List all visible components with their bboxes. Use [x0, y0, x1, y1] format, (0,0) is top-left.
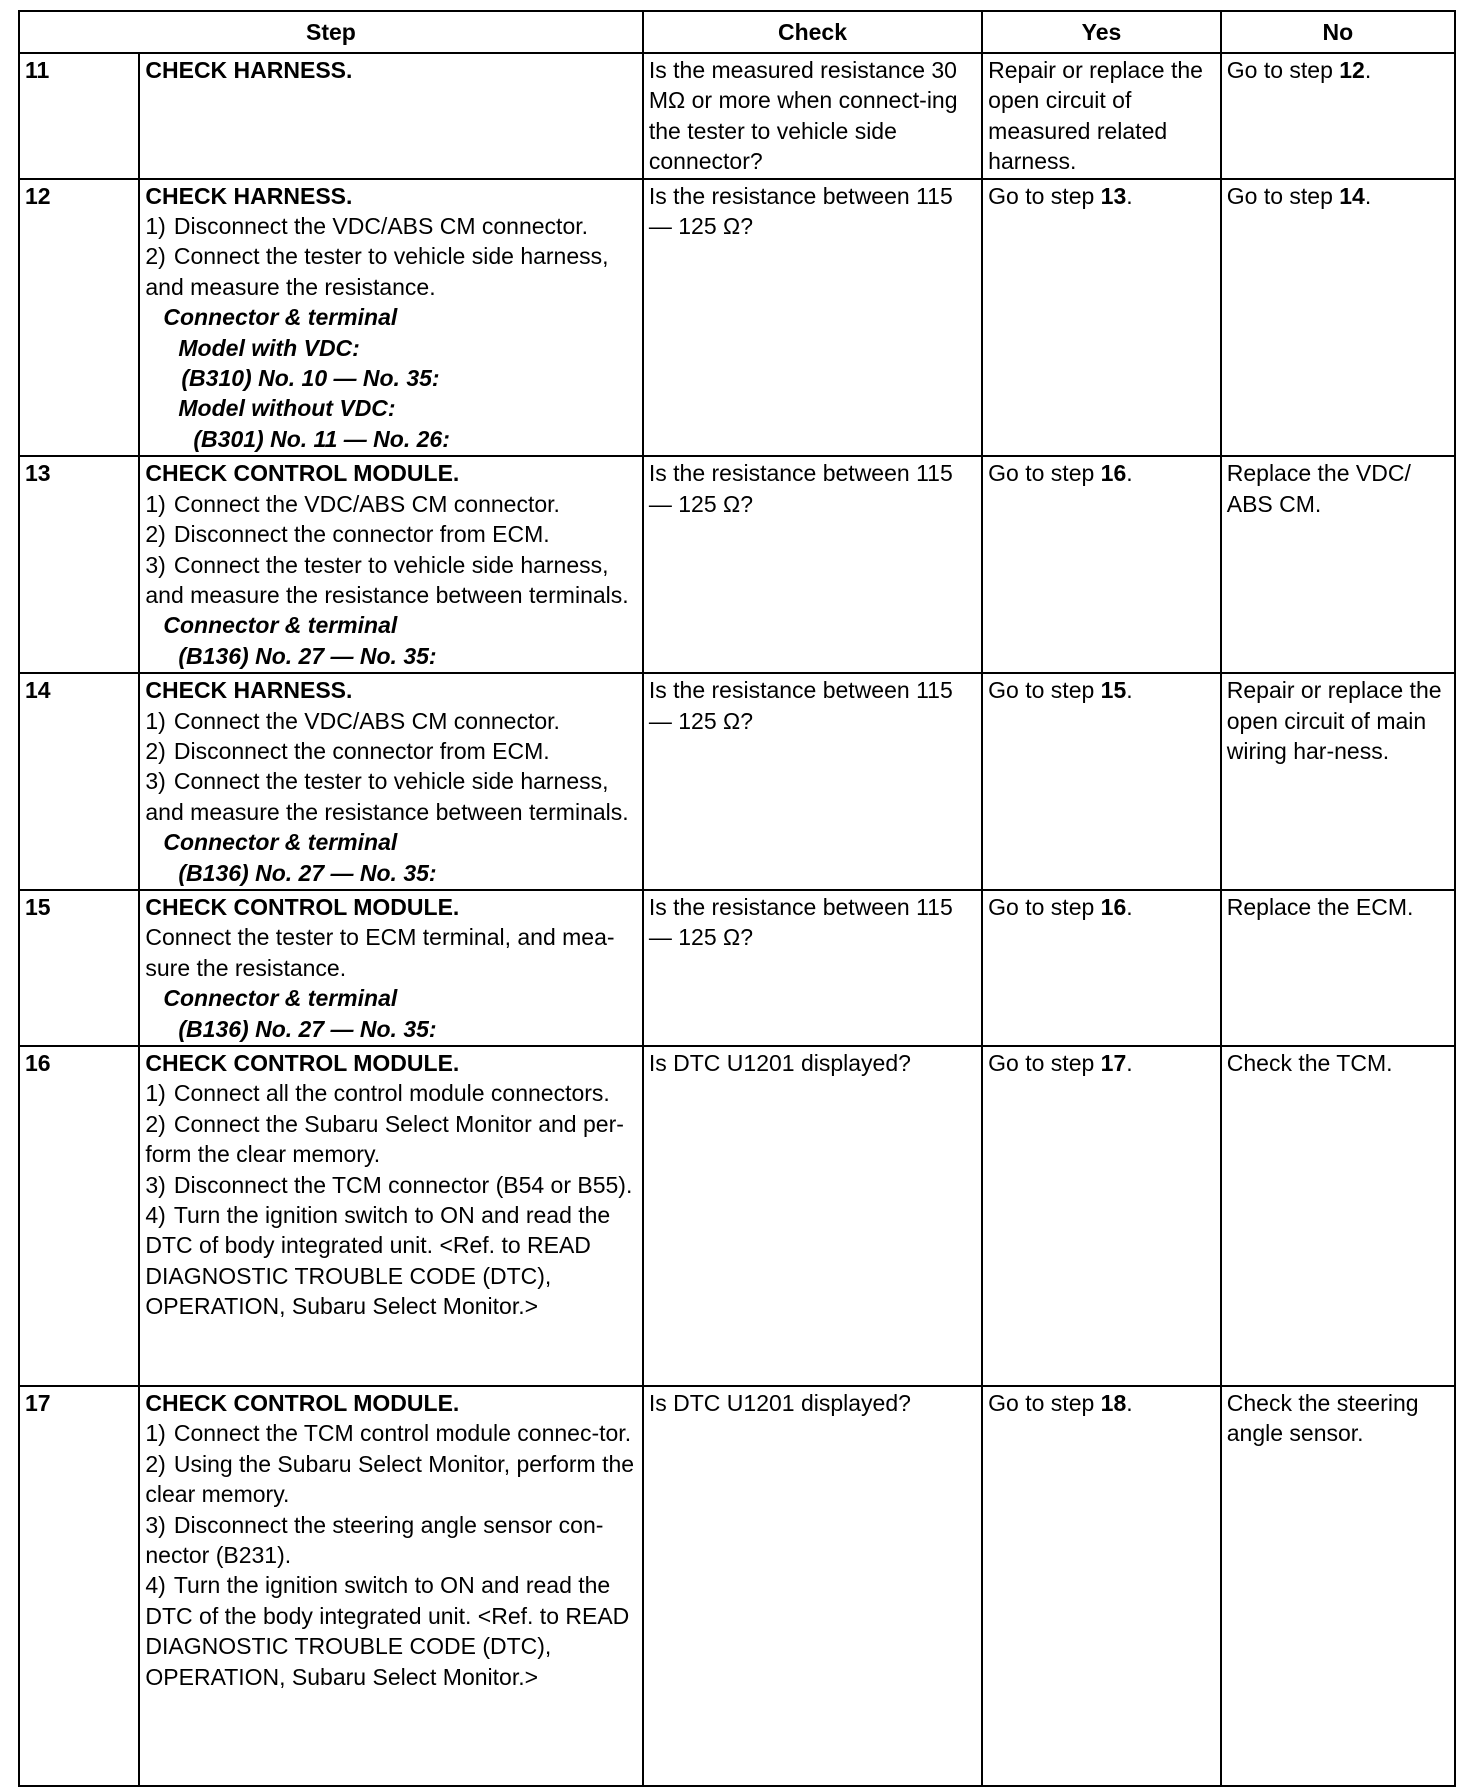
check-cell: Is DTC U1201 displayed? — [643, 1386, 982, 1786]
yes-step-ref: 16 — [1100, 893, 1127, 920]
terminal-spec: (B136) No. 27 — No. 35: — [178, 859, 437, 886]
step-number: 14 — [19, 673, 139, 890]
header-row — [19, 11, 1455, 53]
no-cell: Check the steering angle sensor. — [1221, 1386, 1455, 1786]
connector-terminal-label: Connector & terminal — [163, 829, 398, 856]
header-no: No — [1221, 11, 1455, 53]
substep-number: 3) — [145, 1171, 166, 1198]
step-description — [139, 673, 642, 890]
substep-number: 3) — [145, 768, 166, 795]
substep — [145, 489, 636, 519]
substep-number: 4) — [145, 1572, 166, 1599]
substep-text: Connect the Subaru Select Monitor and per-form the clear memory. — [145, 1110, 624, 1168]
step-description — [139, 1046, 642, 1386]
substep — [145, 766, 636, 827]
substep-text: Disconnect the steering angle sensor con-nector (B231). — [145, 1511, 604, 1569]
step-title: CHECK HARNESS. — [145, 182, 353, 209]
substep-number: 2) — [145, 1110, 166, 1137]
substep-text: Disconnect the connector from ECM. — [173, 521, 550, 548]
yes-punct: . — [1126, 1050, 1133, 1076]
connector-terminal-label: Connector & terminal — [163, 612, 398, 639]
terminal-spec: (B310) No. 10 — No. 35: — [181, 365, 440, 392]
table-row — [19, 673, 1455, 890]
substep-text: Connect the tester to vehicle side harness, and measure the resistance. — [145, 243, 609, 300]
step-number: 13 — [19, 456, 139, 673]
substep — [145, 1570, 636, 1692]
step-title: CHECK CONTROL MODULE. — [145, 893, 460, 920]
step-number: 15 — [19, 890, 139, 1046]
no-punct: . — [1364, 182, 1372, 209]
substep — [145, 1078, 636, 1108]
substep-text: Connect the tester to vehicle side harness, and measure the resistance between terminals. — [145, 768, 629, 825]
yes-step-ref: 18 — [1100, 1390, 1127, 1416]
yes-text: Go to step — [988, 893, 1101, 920]
step-description — [139, 179, 642, 457]
header-check: Check — [643, 11, 982, 53]
substep-number: 1) — [145, 707, 166, 734]
step-number: 17 — [19, 1386, 139, 1786]
terminal-spec: (B301) No. 11 — No. 26: — [193, 425, 450, 452]
substep-number: 2) — [145, 1450, 166, 1477]
yes-text: Go to step — [988, 1050, 1101, 1076]
check-cell: Is the resistance between 115 — 125 Ω? — [643, 673, 982, 890]
substep-number: 1) — [145, 1420, 166, 1447]
substep-number: 4) — [145, 1202, 166, 1229]
substep — [145, 1109, 636, 1170]
check-cell: Is DTC U1201 displayed? — [643, 1046, 982, 1386]
substep — [145, 706, 636, 736]
substep-number: 3) — [145, 551, 166, 578]
substep-text: Connect all the control module connectors. — [173, 1080, 610, 1107]
substep-text: Connect the VDC/ABS CM connector. — [173, 490, 560, 517]
step-number: 11 — [19, 53, 139, 179]
yes-cell — [982, 456, 1221, 673]
yes-cell — [982, 179, 1221, 457]
no-cell: Replace the VDC/ ABS CM. — [1221, 456, 1455, 673]
table-row — [19, 890, 1455, 1046]
yes-cell — [982, 1386, 1221, 1786]
step-title: CHECK CONTROL MODULE. — [145, 1390, 460, 1416]
substep-number: 1) — [145, 1080, 166, 1107]
yes-text: Go to step — [988, 460, 1101, 487]
check-cell: Is the resistance between 115 — 125 Ω? — [643, 456, 982, 673]
substep — [145, 550, 636, 611]
yes-text: Go to step — [988, 1390, 1101, 1416]
step-number: 16 — [19, 1046, 139, 1386]
step-description — [139, 53, 642, 179]
substep — [145, 1449, 636, 1510]
substep — [145, 1200, 636, 1322]
substep-number: 1) — [145, 490, 166, 517]
substep-text: Turn the ignition switch to ON and read the DTC of body integrated unit. <Ref. to READ DIAGNOSTIC TROUBLE CODE (DTC), OPERATION, Subaru Select Monitor.> — [145, 1202, 611, 1320]
yes-step-ref: 16 — [1100, 460, 1127, 487]
model-label: Model without VDC: — [178, 395, 396, 422]
yes-step-ref: 17 — [1100, 1050, 1127, 1076]
substep — [145, 241, 636, 302]
header-yes: Yes — [982, 11, 1221, 53]
step-title: CHECK CONTROL MODULE. — [145, 460, 460, 487]
substep — [145, 1510, 636, 1571]
no-cell — [1221, 179, 1455, 457]
substep-number: 3) — [145, 1511, 166, 1538]
step-description — [139, 456, 642, 673]
table-row — [19, 53, 1455, 179]
connector-terminal-label: Connector & terminal — [163, 985, 398, 1012]
no-punct: . — [1364, 57, 1372, 83]
yes-punct: . — [1126, 460, 1133, 487]
substep-text: Connect the tester to vehicle side harness, and measure the resistance between terminals. — [145, 551, 629, 608]
yes-punct: . — [1126, 1390, 1133, 1416]
step-title: CHECK HARNESS. — [145, 677, 353, 704]
substep — [145, 1418, 636, 1448]
check-cell: Is the resistance between 115 — 125 Ω? — [643, 890, 982, 1046]
no-step-ref: 12 — [1339, 57, 1365, 83]
yes-cell — [982, 890, 1221, 1046]
step-description — [139, 890, 642, 1046]
substep-text: Disconnect the VDC/ABS CM connector. — [173, 213, 589, 240]
no-cell: Repair or replace the open circuit of main wiring har-ness. — [1221, 673, 1455, 890]
table-row — [19, 1386, 1455, 1786]
diagnostic-table — [18, 10, 1456, 1787]
yes-punct: . — [1126, 677, 1133, 704]
no-text: Go to step — [1226, 57, 1340, 83]
yes-punct: . — [1126, 182, 1133, 209]
yes-punct: . — [1126, 893, 1133, 920]
table-row — [19, 1046, 1455, 1386]
substep-text: Disconnect the TCM connector (B54 or B55). — [173, 1171, 633, 1198]
substep-text: Using the Subaru Select Monitor, perform the clear memory. — [145, 1450, 635, 1508]
substep-text: Turn the ignition switch to ON and read the DTC of the body integrated unit. <Ref. to READ DIAGNOSTIC TROUBLE CODE (DTC), OPERATION, Subaru Select Monitor.> — [145, 1572, 630, 1690]
yes-text: Go to step — [988, 182, 1101, 209]
no-cell: Check the TCM. — [1221, 1046, 1455, 1386]
no-cell: Replace the ECM. — [1221, 890, 1455, 1046]
yes-text: Go to step — [988, 677, 1101, 704]
substep-text: Connect the VDC/ABS CM connector. — [173, 707, 560, 734]
yes-cell — [982, 1046, 1221, 1386]
substep — [145, 211, 636, 241]
terminal-spec: (B136) No. 27 — No. 35: — [178, 1015, 437, 1042]
no-cell — [1221, 53, 1455, 179]
substep-text: Disconnect the connector from ECM. — [173, 737, 550, 764]
substep — [145, 1170, 636, 1200]
step-number: 12 — [19, 179, 139, 457]
check-cell: Is the resistance between 115 — 125 Ω? — [643, 179, 982, 457]
connector-terminal-label: Connector & terminal — [163, 304, 398, 331]
header-step — [19, 11, 643, 53]
substep — [145, 519, 636, 549]
step-description — [139, 1386, 642, 1786]
substep — [145, 736, 636, 766]
yes-step-ref: 15 — [1100, 677, 1127, 704]
terminal-spec: (B136) No. 27 — No. 35: — [178, 642, 437, 669]
step-body: Connect the tester to ECM terminal, and mea-sure the resistance. — [145, 924, 615, 981]
yes-cell: Repair or replace the open circuit of measured related harness. — [982, 53, 1221, 179]
substep-number: 2) — [145, 521, 166, 548]
substep-number: 2) — [145, 243, 166, 270]
table-row — [19, 456, 1455, 673]
no-step-ref: 14 — [1339, 182, 1365, 209]
header-step-label: Step — [306, 18, 356, 45]
table-row — [19, 179, 1455, 457]
no-text: Go to step — [1226, 182, 1340, 209]
substep-text: Connect the TCM control module connec-tor. — [173, 1420, 632, 1447]
step-title: CHECK HARNESS. — [145, 57, 353, 83]
substep-number: 2) — [145, 737, 166, 764]
step-title: CHECK CONTROL MODULE. — [145, 1050, 460, 1076]
substep-number: 1) — [145, 213, 166, 240]
check-cell: Is the measured resistance 30 MΩ or more when connect-ing the tester to vehicle side connector? — [643, 53, 982, 179]
yes-step-ref: 13 — [1100, 182, 1127, 209]
model-label: Model with VDC: — [178, 334, 360, 361]
yes-cell — [982, 673, 1221, 890]
